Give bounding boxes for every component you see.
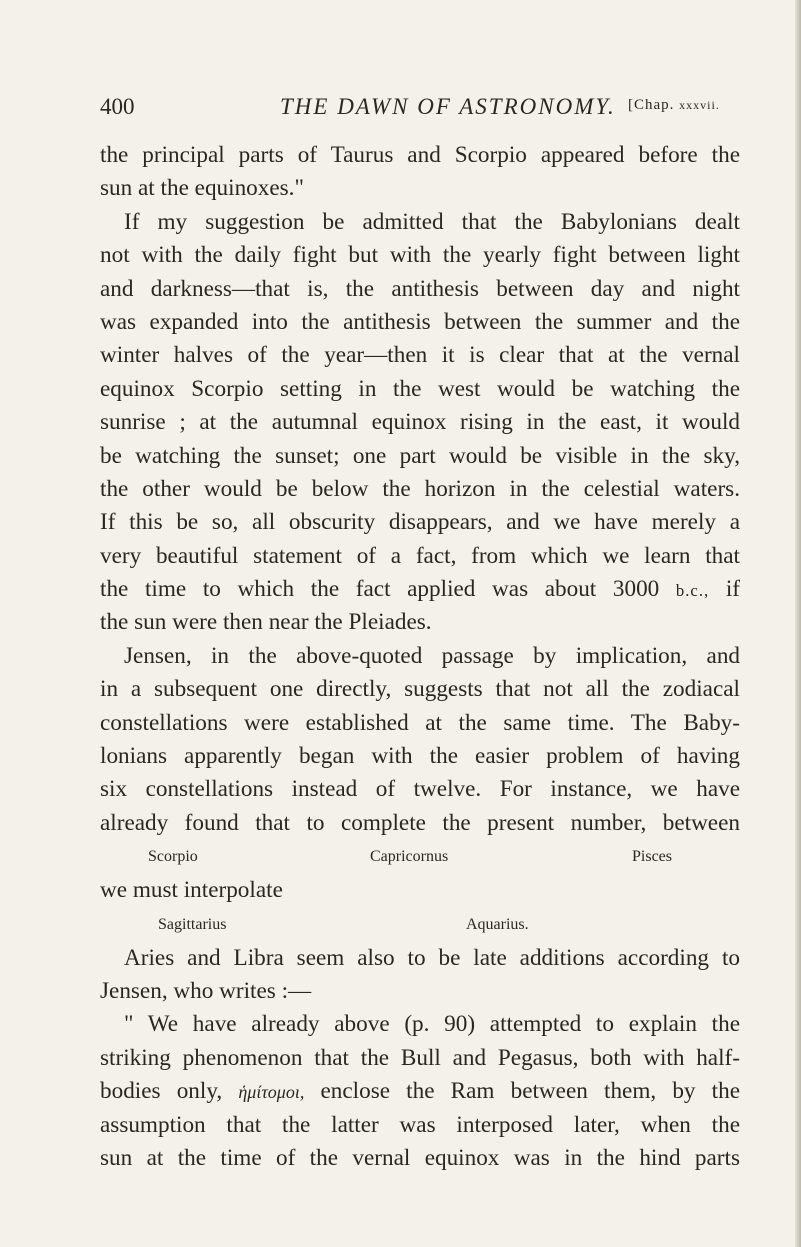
running-title: THE DAWN OF ASTRONOMY. (280, 94, 616, 119)
text-line: If my suggestion be admitted that the Babylonians dealt (124, 208, 740, 235)
text-line: not with the daily fight but with the yearly fight between light (100, 242, 740, 269)
text-line: Jensen, who writes :— (100, 977, 312, 1004)
text-line: Jensen, in the above-quoted passage by implication, and (124, 642, 740, 669)
text-line: and darkness—that is, the antithesis between day and night (100, 275, 740, 302)
running-header (100, 94, 740, 124)
text-line: sunrise ; at the autumnal equinox rising in the east, it would (100, 409, 740, 436)
body-text (100, 139, 740, 1175)
text-line: " We have already above (p. 90) attempted to explain the (124, 1011, 740, 1038)
greek-word: ἡμίτομοι, (238, 1082, 305, 1103)
text-line: bodies only, ἡμίτομοι, enclose the Ram between them, by the (100, 1078, 740, 1105)
text-line: constellations were established at the same time. The Baby- (100, 709, 740, 736)
text-line: sun at the time of the vernal equinox was in the hind parts (100, 1144, 740, 1171)
constellation-list-2 (100, 908, 740, 942)
text-line: was expanded into the antithesis between the summer and the (100, 308, 740, 335)
page-edge (795, 0, 801, 1247)
constellation-name: Pisces (632, 848, 672, 866)
text-line: assumption that the latter was interposed later, when the (100, 1111, 740, 1138)
text-line: If this be so, all obscurity disappears, and we have merely a (100, 509, 740, 536)
text-line: Aries and Libra seem also to be late additions according to (124, 944, 740, 971)
text-line: striking phenomenon that the Bull and Pegasus, both with half- (100, 1044, 740, 1071)
constellation-name: Aquarius. (466, 915, 529, 933)
text-line: equinox Scorpio setting in the west would be watching the (100, 375, 740, 402)
constellation-name: Capricornus (370, 848, 449, 866)
text-line: already found that to complete the present number, between (100, 809, 740, 836)
text-line: sun at the equinoxes." (100, 175, 304, 202)
text-line: the time to which the fact applied was about 3000 b.c., if (100, 576, 740, 603)
text-line: six constellations instead of twelve. For instance, we have (100, 776, 740, 803)
page-number: 400 (100, 94, 135, 119)
text-line: winter halves of the year—then it is clear that at the vernal (100, 342, 740, 369)
constellation-list-1 (100, 840, 740, 874)
text-line: the principal parts of Taurus and Scorpio appeared before the (100, 142, 740, 168)
constellation-name: Scorpio (148, 848, 198, 866)
text-line: in a subsequent one directly, suggests that not all the zodiacal (100, 676, 740, 703)
text-line: very beautiful statement of a fact, from which we learn that (100, 542, 740, 569)
chapter-reference: [Chap. xxxvii. (628, 97, 720, 113)
text-line: the other would be below the horizon in the celestial waters. (100, 475, 740, 502)
text-line: we must interpolate (100, 877, 283, 904)
text-line: lonians apparently began with the easier problem of having (100, 743, 740, 770)
constellation-name: Sagittarius (158, 915, 227, 933)
text-line: the sun were then near the Pleiades. (100, 609, 432, 636)
text-line: be watching the sunset; one part would be visible in the sky, (100, 442, 740, 469)
